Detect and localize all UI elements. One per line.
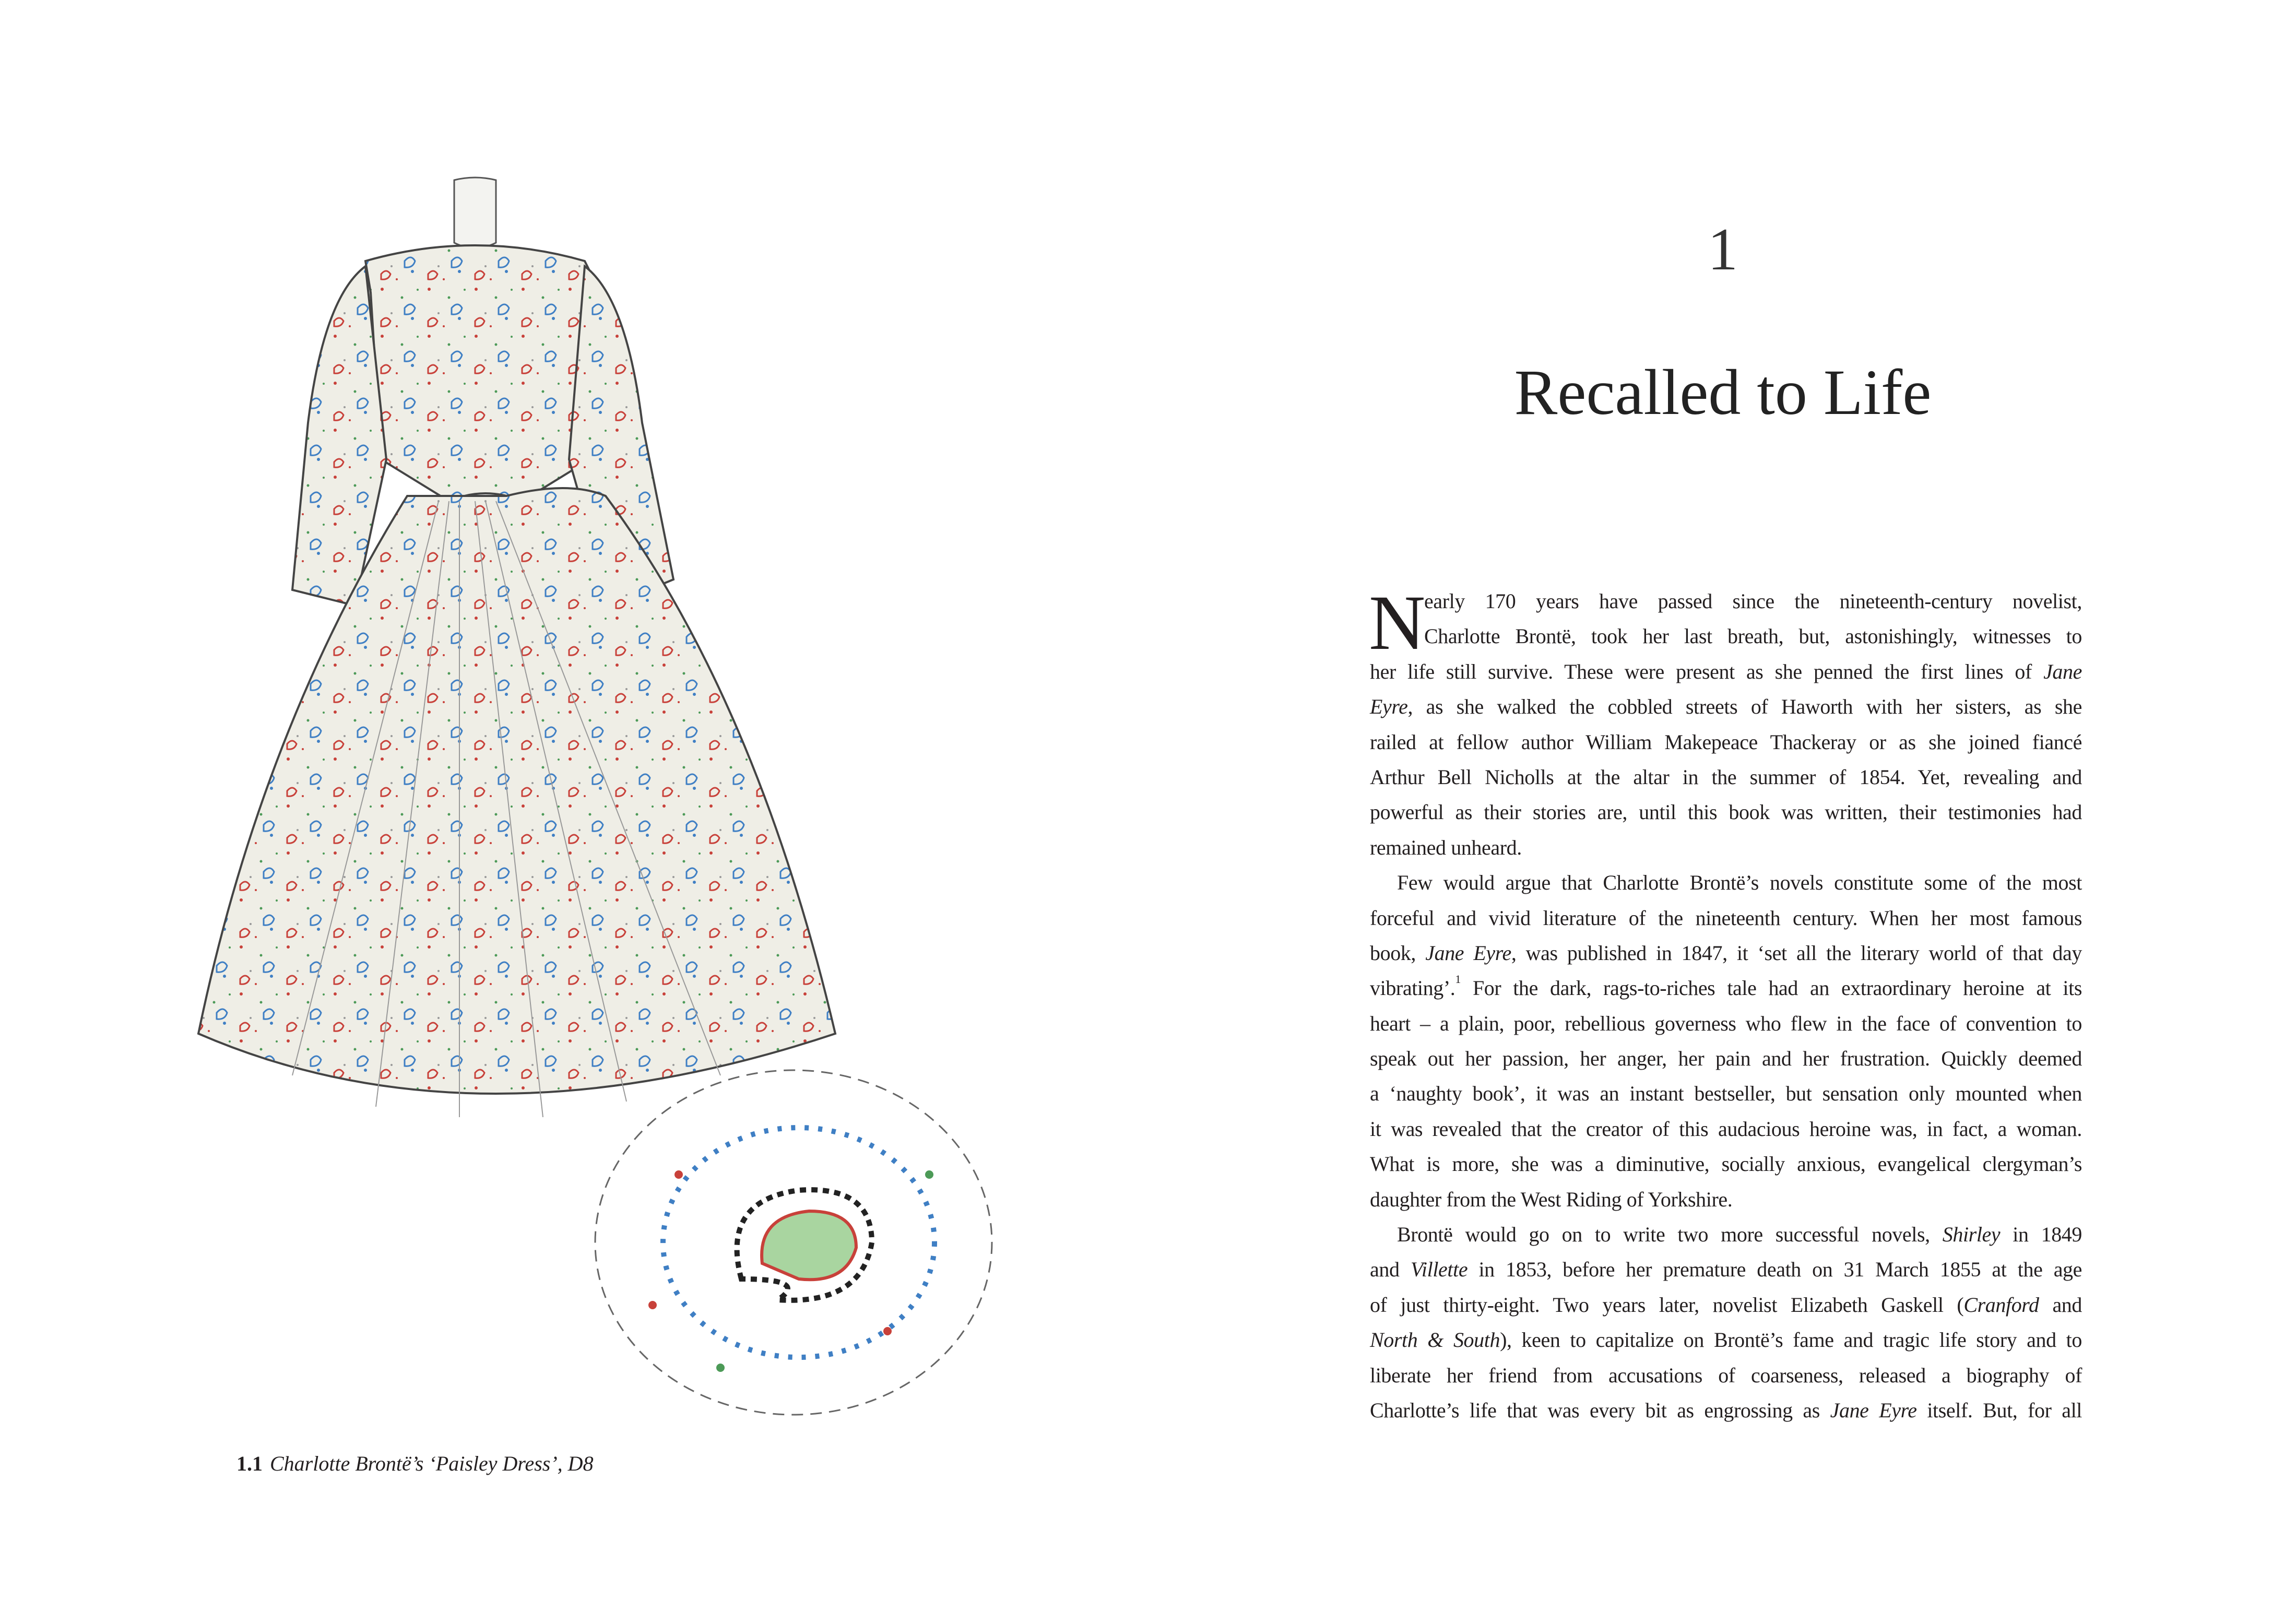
text-run: powerful as their stories are, until this book was written, their testimonies had [1370, 800, 2082, 824]
text-line [1370, 760, 2082, 795]
text-run: Cranford [1963, 1293, 2039, 1317]
chapter-number: 1 [1708, 216, 1738, 283]
text-run: Charlotte Brontë, took her last breath, but, astonishingly, witnesses to [1424, 624, 2082, 648]
text-line [1370, 1217, 2082, 1252]
text-run: early 170 years have passed since the nineteenth-century novelist, [1424, 589, 2082, 613]
text-line [1370, 1358, 2082, 1393]
text-line [1370, 901, 2082, 935]
text-line [1370, 725, 2082, 760]
text-run: speak out her passion, her anger, her pain and her frustration. Quickly deemed [1370, 1047, 2082, 1071]
drop-cap: N [1369, 579, 1426, 666]
text-run: Shirley [1942, 1223, 2001, 1247]
text-run: and [2039, 1293, 2082, 1317]
text-line [1370, 795, 2082, 830]
text-run: remained unheard. [1370, 835, 1522, 859]
text-run: Jane Eyre [1425, 941, 1511, 965]
text-run: Eyre [1370, 695, 1408, 719]
text-line [1370, 935, 2082, 970]
text-run: her life still survive. These were present as she penned the first lines of [1370, 659, 2044, 683]
text-line [1370, 1006, 2082, 1041]
text-run: heart – a plain, poor, rebellious governess who flew in the face of convention to [1370, 1011, 2082, 1035]
paisley-dress-illustration [0, 0, 1044, 1451]
text-line [1370, 1393, 2082, 1428]
text-run: a ‘naughty book’, it was an instant bestseller, but sensation only mounted when [1370, 1082, 2082, 1106]
text-line [1370, 1322, 2082, 1357]
text-line [1370, 1111, 2082, 1146]
text-run: For the dark, rags-to-riches tale had an extraordinary heroine at its [1460, 976, 2082, 1000]
text-line [1370, 830, 2082, 865]
text-line [1370, 1076, 2082, 1111]
text-run: and [1370, 1258, 1411, 1282]
body-text [1369, 579, 2082, 1428]
text-run: ), keen to capitalize on Brontë’s fame and tragic life story and to [1500, 1328, 2082, 1352]
text-run: Arthur Bell Nicholls at the altar in the summer of 1854. Yet, revealing and [1370, 765, 2082, 789]
footnote-marker: 1 [1455, 973, 1461, 986]
text-run: book, [1370, 941, 1426, 965]
figure-number: 1.1 [236, 1452, 263, 1475]
text-line [1370, 584, 2082, 619]
text-run: Jane [2043, 659, 2082, 683]
dress-form [198, 177, 835, 1117]
text-run: forceful and vivid literature of the nineteenth century. When her most famous [1370, 906, 2082, 930]
text-run: Jane Eyre [1830, 1398, 1917, 1422]
text-run: in 1849 [2000, 1223, 2082, 1247]
text-line [1370, 619, 2082, 654]
figure-caption [236, 1451, 594, 1476]
text-line [1370, 1252, 2082, 1287]
text-run: daughter from the West Riding of Yorkshire. [1370, 1187, 1733, 1211]
paisley-swatch [595, 1070, 992, 1415]
text-run: Few would argue that Charlotte Brontë’s novels constitute some of the most [1397, 871, 2082, 895]
text-run: it was revealed that the creator of this audacious heroine was, in fact, a woman. [1370, 1117, 2082, 1141]
text-run: , as she walked the cobbled streets of Haworth with her sisters, as she [1407, 695, 2082, 719]
text-run: liberate her friend from accusations of coarseness, released a biography of [1370, 1363, 2082, 1387]
text-run: railed at fellow author William Makepeace Thackeray or as she joined fiancé [1370, 730, 2082, 754]
text-run: Villette [1410, 1258, 1468, 1282]
text-line [1370, 1182, 2082, 1217]
text-line [1370, 1146, 2082, 1181]
figure-caption-text: Charlotte Brontë’s ‘Paisley Dress’, D8 [270, 1452, 594, 1475]
text-run: vibrating’. [1370, 976, 1455, 1000]
chapter-title: Recalled to Life [1514, 357, 1932, 428]
text-run: , was published in 1847, it ‘set all the literary world of that day [1511, 941, 2082, 965]
text-run: North & South [1370, 1328, 1500, 1352]
text-run: Charlotte’s life that was every bit as engrossing as [1370, 1398, 1830, 1422]
text-line [1370, 1287, 2082, 1322]
text-run: of just thirty-eight. Two years later, novelist Elizabeth Gaskell ( [1370, 1293, 1964, 1317]
text-line [1370, 865, 2082, 900]
text-line [1370, 970, 2082, 1005]
text-line [1370, 689, 2082, 724]
text-line [1370, 654, 2082, 689]
text-run: What is more, she was a diminutive, socially anxious, evangelical clergyman’s [1370, 1152, 2082, 1176]
text-run: Brontë would go on to write two more successful novels, [1397, 1223, 1943, 1247]
text-line [1370, 1041, 2082, 1076]
text-run: itself. But, for all [1916, 1398, 2082, 1422]
text-run: in 1853, before her premature death on 31 March 1855 at the age [1467, 1258, 2082, 1282]
